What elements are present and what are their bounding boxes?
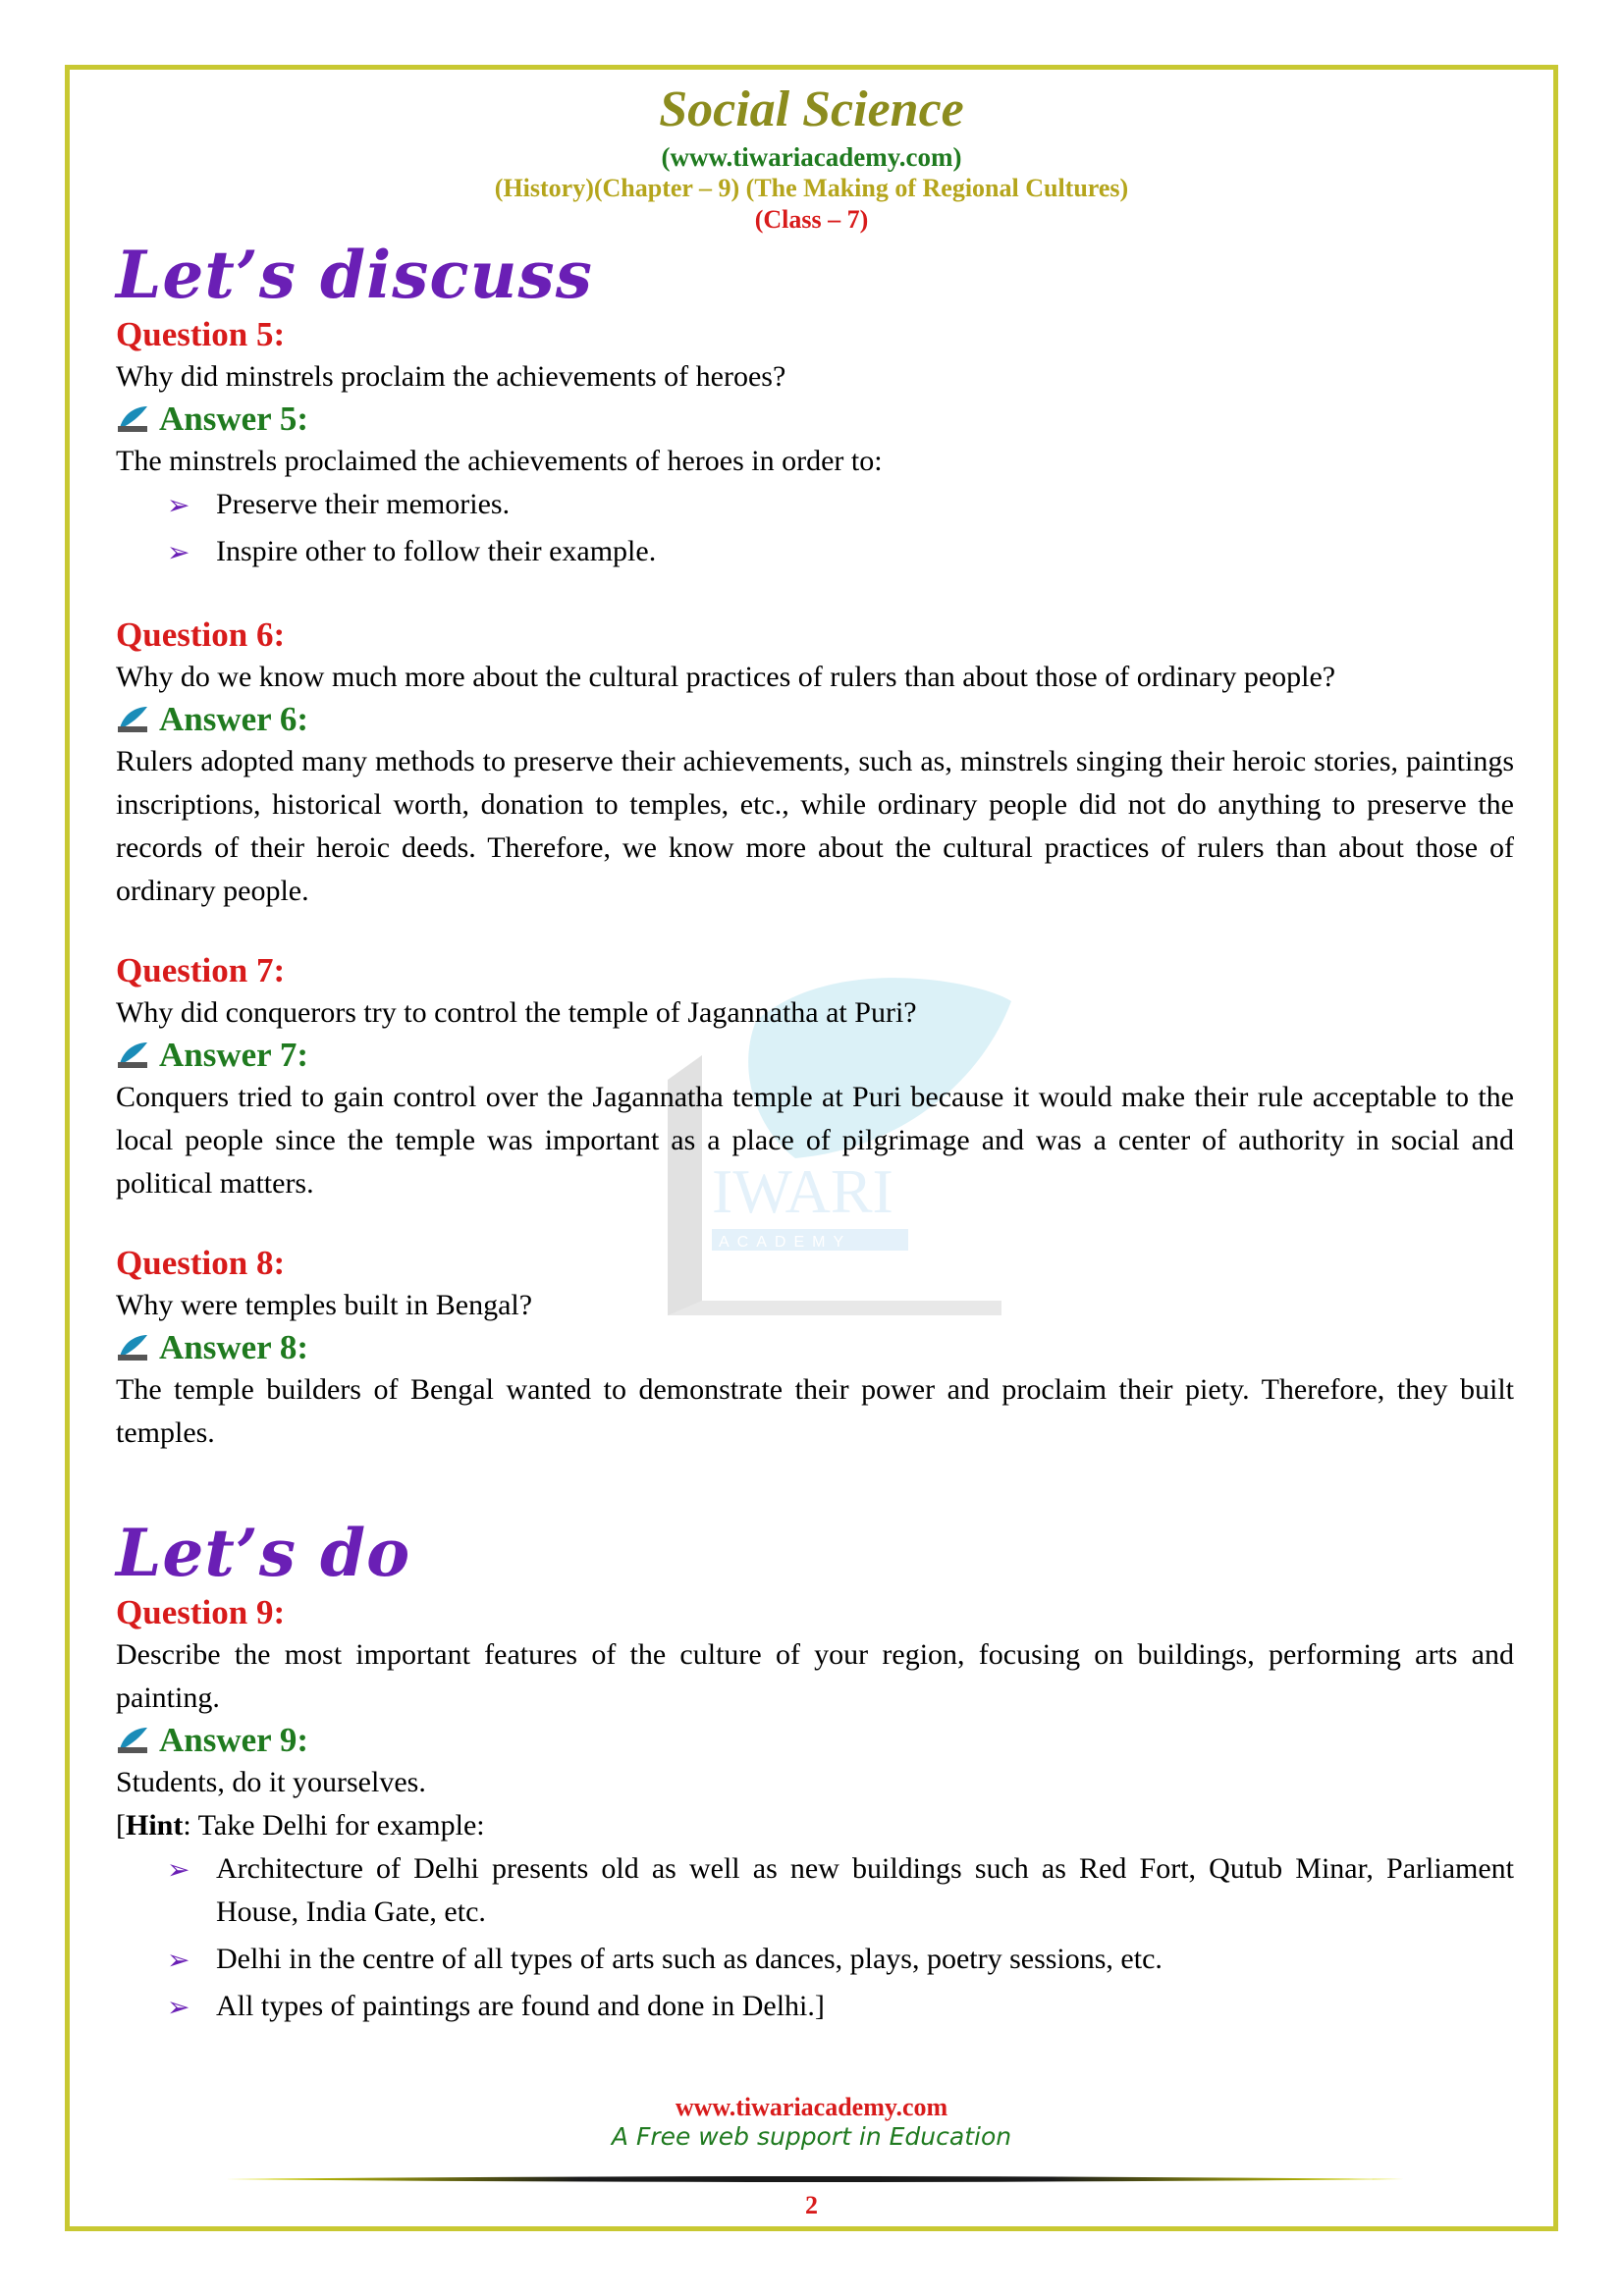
arrow-bullet-icon: ➢ xyxy=(167,1946,190,1976)
pen-icon xyxy=(116,705,151,734)
pen-icon xyxy=(116,1726,151,1755)
list-item: ➢ Inspire other to follow their example. xyxy=(167,530,1514,573)
question-5-text: Why did minstrels proclaim the achievements of heroes? xyxy=(116,360,786,393)
page-content xyxy=(116,236,1514,2032)
subject-title: Social Science xyxy=(659,81,964,137)
page-header xyxy=(0,79,1623,236)
section-title-do: Let’s do xyxy=(116,1515,411,1591)
answer-6-heading xyxy=(116,699,1514,740)
pen-icon xyxy=(116,1333,151,1362)
answer-7-heading xyxy=(116,1035,1514,1076)
chapter-title: (History)(Chapter – 9) (The Making of Regional Cultures) xyxy=(494,174,1129,202)
answer-9-text: Students, do it yourselves. xyxy=(116,1766,426,1798)
arrow-bullet-icon: ➢ xyxy=(167,1993,190,2023)
answer-8-label: Answer 8: xyxy=(159,1328,308,1366)
question-8-label: Question 8: xyxy=(116,1244,286,1282)
list-item: ➢ Delhi in the centre of all types of arts such as dances, plays, poetry sessions, etc. xyxy=(167,1938,1514,1981)
answer-5-intro: The minstrels proclaimed the achievements of heroes in order to: xyxy=(116,445,883,477)
list-item: ➢ Architecture of Delhi presents old as well as new buildings such as Red Fort, Qutub Minar, Parliament House, India Gate, etc. xyxy=(167,1847,1514,1934)
list-item: ➢ All types of paintings are found and done in Delhi.] xyxy=(167,1985,1514,2028)
answer-5-heading xyxy=(116,399,1514,440)
answer-6-label: Answer 6: xyxy=(159,700,308,738)
answer-7-text: Conquers tried to gain control over the Jagannatha temple at Puri because it would make their rule acceptable to the local people since the temple was important as a place of pilgrimage and was a center of authority in social and political matters. xyxy=(116,1081,1514,1200)
answer-7-label: Answer 7: xyxy=(159,1036,308,1074)
footer-tagline: A Free web support in Education xyxy=(611,2122,1012,2151)
answer-8-text: The temple builders of Bengal wanted to demonstrate their power and proclaim their piety. Therefore, they built temples. xyxy=(116,1373,1514,1449)
answer-9-label: Answer 9: xyxy=(159,1721,308,1759)
answer-9-heading xyxy=(116,1720,1514,1761)
watermark-sub: ACADEMY xyxy=(719,1234,852,1251)
pen-icon xyxy=(116,1041,151,1070)
class-label: (Class – 7) xyxy=(754,205,869,234)
arrow-bullet-icon: ➢ xyxy=(167,1855,190,1886)
footer-divider xyxy=(226,2175,1404,2183)
question-6-text: Why do we know much more about the cultural practices of rulers than about those of ordinary people? xyxy=(116,661,1336,693)
footer-website-link[interactable]: www.tiwariacademy.com xyxy=(675,2093,948,2121)
question-5-label: Question 5: xyxy=(116,315,286,353)
question-9-label: Question 9: xyxy=(116,1593,286,1631)
answer-9-list xyxy=(116,1847,1514,2028)
section-title-discuss: Let’s discuss xyxy=(116,237,593,313)
arrow-bullet-icon: ➢ xyxy=(167,538,190,568)
arrow-bullet-icon: ➢ xyxy=(167,491,190,521)
answer-5-label: Answer 5: xyxy=(159,400,308,438)
question-7-label: Question 7: xyxy=(116,951,286,989)
question-6-label: Question 6: xyxy=(116,615,286,654)
header-website: (www.tiwariacademy.com) xyxy=(661,142,962,172)
answer-6-text: Rulers adopted many methods to preserve their achievements, such as, minstrels singing their heroic stories, paintings inscriptions, historical worth, donation to temples, etc., while ordinary people did not do anything to preserve the records of their heroic deeds. Therefore, we know more about the cultural practices of rulers than about those of ordinary people. xyxy=(116,745,1514,907)
page-number: 2 xyxy=(805,2191,818,2219)
answer-5-list xyxy=(116,483,1514,573)
page-footer xyxy=(0,2093,1623,2152)
question-8-text: Why were temples built in Bengal? xyxy=(116,1289,533,1321)
list-item: ➢ Preserve their memories. xyxy=(167,483,1514,526)
question-7-text: Why did conquerors try to control the temple of Jagannatha at Puri? xyxy=(116,996,917,1029)
answer-8-heading xyxy=(116,1327,1514,1368)
question-9-text: Describe the most important features of the culture of your region, focusing on buildings, performing arts and painting. xyxy=(116,1638,1514,1714)
watermark-brand: IWARI xyxy=(712,1156,893,1226)
answer-9-hint: [Hint: Take Delhi for example: xyxy=(116,1809,485,1842)
pen-icon xyxy=(116,404,151,434)
